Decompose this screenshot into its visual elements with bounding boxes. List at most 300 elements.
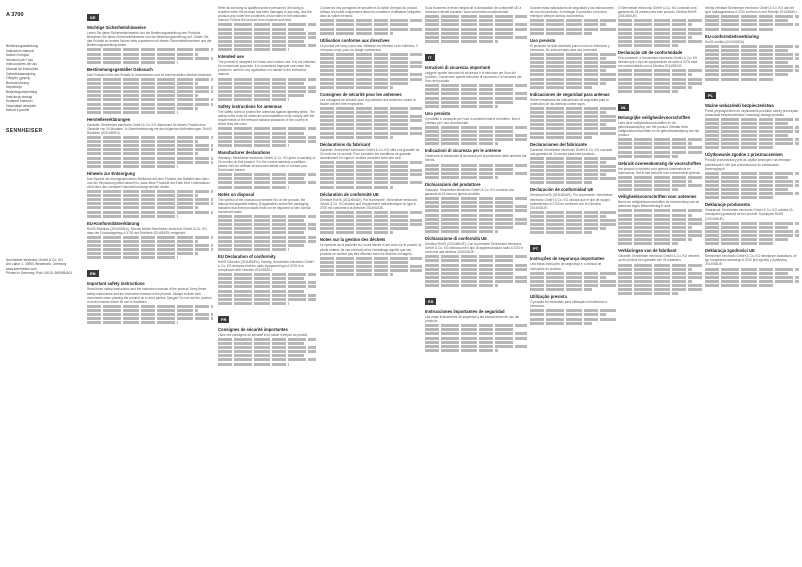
text-line — [218, 281, 316, 284]
text-line — [530, 276, 606, 279]
text-line — [425, 126, 527, 129]
section-body: Hierbij verklaart Sennheiser electronic GmbH & Co. KG dat het type radioapparatuur A 3700 conform is met Richtlijn 2014/53/EU. — [705, 6, 798, 15]
section-body: Warranty: Sennheiser electronic GmbH & Co. KG gives a warranty of 24 months on this product. For the current warranty conditions, please visit our website at www.sennheiser.com or contact your Sennheiser partner. — [218, 155, 316, 173]
manual-title: Bruksanvisning — [6, 80, 29, 85]
section-body: Gwarancja: Sennheiser electronic GmbH & Co. KG udziela 24-miesięcznej gwarancji na ten produkt. Dyrektywa RoHS (2011/65/UE). — [705, 208, 794, 221]
text-line — [530, 53, 616, 56]
text-line — [425, 218, 527, 221]
text-line — [218, 342, 304, 345]
text-line — [530, 173, 606, 176]
text-line — [218, 186, 289, 189]
text-line — [218, 90, 316, 93]
text-line — [705, 230, 799, 233]
text-line — [530, 132, 616, 135]
text-line — [218, 40, 304, 43]
section-heading: Déclaration de conformité UE — [320, 191, 379, 197]
text-line — [530, 86, 592, 89]
text-line — [530, 223, 616, 226]
text-line — [705, 280, 799, 283]
text-line — [618, 44, 678, 47]
section-heading: Ważne wskazówki bezpieczeństwa — [705, 102, 774, 108]
text-line — [218, 82, 304, 85]
text-line — [618, 78, 702, 81]
text-line — [618, 180, 692, 183]
text-line — [320, 265, 422, 268]
text-line — [705, 49, 788, 52]
text-line — [87, 165, 178, 168]
text-line — [618, 209, 702, 212]
text-line — [618, 142, 692, 145]
text-section — [705, 6, 799, 31]
text-line — [320, 86, 393, 89]
section-body: Osservare le indicazioni di sicurezza per la protezione delle antenne dai fulmini. — [425, 154, 527, 163]
text-section — [425, 236, 527, 287]
text-line — [425, 268, 527, 271]
text-column-4 — [425, 6, 527, 561]
text-section — [87, 221, 213, 260]
section-body: Deben respetarse las indicaciones de seguridad para la protección de las antenas contra rayos. — [530, 97, 609, 106]
text-line — [705, 126, 799, 129]
text-line — [530, 78, 616, 81]
text-line — [705, 69, 799, 72]
text-line — [530, 177, 616, 180]
text-line — [320, 69, 410, 72]
text-line — [530, 115, 616, 118]
text-line — [530, 165, 616, 168]
text-line — [320, 269, 422, 272]
text-line — [425, 259, 515, 262]
section-body: RoHS Directive (2011/65/EU). Hereby, Sennheiser electronic GmbH & Co. KG declares that the radio equipment type A 3700 is in compliance with Directive 2014/53/EU. — [218, 259, 314, 272]
text-line — [618, 73, 692, 76]
text-section — [218, 104, 316, 147]
text-line — [705, 61, 788, 64]
text-line — [425, 176, 498, 179]
text-line — [530, 23, 606, 26]
text-column-1 — [87, 6, 213, 561]
text-section — [218, 6, 316, 51]
text-line — [618, 151, 702, 154]
text-line — [425, 201, 515, 204]
text-line — [618, 222, 702, 225]
section-heading: Important safety instructions — [87, 281, 145, 287]
text-line — [87, 236, 213, 239]
text-section — [320, 38, 422, 89]
text-line — [218, 358, 316, 361]
text-line — [320, 211, 422, 214]
section-body: Przed przystąpieniem do użytkowania produktu należy przeczytać wskazówki bezpieczeństwa i instrukcję obsługi produktu. — [705, 108, 799, 117]
text-line — [705, 196, 773, 199]
text-line — [320, 177, 410, 180]
section-body: Il prodotto è concepito per l'uso in ambienti interni ed esterni. Non è previsto per l'uso commerciale. — [425, 116, 521, 125]
text-line — [218, 223, 316, 226]
section-heading: Declaración de conformidad UE — [530, 187, 594, 193]
section-body: Das Symbol der durchgestrichenen Mülltonne auf dem Produkt, der Batterie/dem Akku und der Verpackung weist darauf hin, dass diese Produkte am Ende ihrer Lebensdauer nicht über den normalen Hausmüll entsorgt werden dürfen. — [87, 176, 210, 189]
section-body: Het product is bedoeld voor gebruik binnenshuis en buitenshuis. Het is niet bedoeld voor commercieel gebruik. — [618, 166, 701, 175]
text-section — [218, 192, 316, 251]
text-line — [87, 248, 213, 251]
text-line — [87, 98, 213, 101]
text-column-3 — [320, 6, 422, 561]
section-heading: EU-conformiteitsverklaring — [705, 33, 759, 39]
text-line — [218, 94, 304, 97]
text-line — [425, 337, 527, 340]
section-heading: Uso previsto — [530, 37, 556, 43]
text-line — [218, 302, 289, 305]
text-line — [705, 138, 799, 141]
text-section — [425, 290, 527, 352]
section-body: Directive RoHS (2011/65/UE). Par la présente, Sennheiser electronic GmbH & Co. KG déclare que l'équipement radioélectrique du type A 3700 est conforme à la directive 2014/53/UE. — [320, 197, 418, 210]
text-line — [320, 136, 393, 139]
text-line — [320, 127, 422, 130]
language-badge: PT — [530, 245, 541, 252]
section-body: Lees deze veiligheidsvoorschriften en de gebruiksaanwijzing van het product. Bewaar deze veiligheidsvoorschriften en de gebruiksaanwijzing van het product. — [618, 120, 700, 138]
text-line — [618, 36, 692, 39]
section-body: Lesen Sie diese Sicherheitshinweise und die Bedienungsanleitung des Produkts. Bewahren Sie diese Sicherheitshinweise und die Bedienungsanleitung auf. Geben Sie das Produkt an andere Nutzer stets zusammen mit diesen Sicherheitshinweisen und der Bedienungsanleitung weiter. — [87, 31, 212, 48]
text-line — [320, 215, 410, 218]
text-line — [87, 82, 198, 85]
text-line — [218, 290, 304, 293]
text-line — [425, 255, 527, 258]
manual-title: Betjeningsvejledning — [6, 89, 38, 94]
section-heading: Wichtige Sicherheitshinweise — [87, 25, 146, 30]
text-line — [530, 65, 616, 68]
section-heading: Veiligheidsvoorschriften voor antennes — [618, 194, 697, 200]
section-body: Refer all servicing to qualified service personnel. Servicing is required when the product has been damaged in any way. Use the product only under the conditions of use listed in the instruction manual. Protect the product from moisture and heat. — [218, 6, 312, 23]
section-body: Les consignes de sécurité pour la protection des antennes contre la foudre doivent être respectées. — [320, 97, 416, 106]
text-line — [87, 305, 213, 308]
text-line — [618, 288, 702, 291]
text-section — [618, 50, 702, 93]
section-body: RoHS-richtlijn (2011/65/EU). — [705, 39, 745, 44]
text-line — [618, 276, 702, 279]
text-line — [705, 272, 788, 275]
text-line — [618, 86, 692, 89]
text-line — [705, 130, 799, 133]
text-section — [530, 92, 616, 139]
text-line — [705, 184, 799, 187]
text-line — [87, 103, 213, 106]
text-line — [320, 73, 422, 76]
text-line — [618, 230, 702, 233]
text-line — [87, 321, 178, 324]
text-line — [618, 188, 678, 191]
text-line — [618, 176, 702, 179]
text-line — [320, 82, 410, 85]
text-line — [425, 36, 527, 39]
section-body: O produto foi concebido para utilização em interiores e exteriores. — [530, 300, 608, 309]
text-line — [530, 322, 592, 325]
text-line — [705, 176, 788, 179]
text-line — [618, 218, 702, 221]
text-line — [218, 144, 289, 147]
text-line — [87, 313, 213, 316]
section-body: Pelo presente, a Sennheiser electronic GmbH & Co. KG declara que o tipo de equipamento de rádio A 3700 está em conformidade com a Diretiva 2014/53/UE. — [618, 55, 698, 69]
text-line — [87, 211, 213, 214]
text-line — [320, 78, 422, 81]
text-line — [320, 32, 393, 35]
text-line — [705, 276, 799, 279]
text-line — [425, 226, 515, 229]
text-line — [87, 252, 198, 255]
manual-title-list — [6, 44, 78, 113]
section-heading: Intended use — [218, 54, 244, 60]
text-line — [425, 272, 515, 275]
text-line — [87, 161, 213, 164]
text-line — [218, 36, 316, 39]
text-section — [425, 148, 527, 179]
section-body: Garantie: Sennheiser electronic GmbH & Co. KG verleent op dit product een garantie van 24 maanden. — [618, 254, 700, 263]
text-line — [320, 257, 422, 260]
text-section — [618, 248, 702, 295]
text-line — [425, 101, 515, 104]
text-line — [425, 168, 515, 171]
section-body: Direttiva RoHS (2011/65/UE). Con la presente Sennheiser electronic GmbH & Co. KG dichiara che il tipo di apparecchiatura radio A 3700 è conforme alla direttiva 2014/53/UE. — [425, 241, 524, 255]
text-line — [705, 222, 799, 225]
text-line — [425, 32, 515, 35]
text-line — [218, 127, 316, 130]
text-section — [425, 46, 527, 108]
text-line — [320, 223, 422, 226]
cover-sidebar — [0, 0, 83, 567]
section-body: Read these safety instructions and the instruction manual of the product. Keep these safety instructions and the instruction manual of the product. Always include both documents when passing the product on to third parties. Danger! Do not use the product in environments where its use is forbidden. — [87, 287, 212, 304]
text-line — [705, 188, 788, 191]
text-section — [530, 142, 616, 185]
text-line — [218, 354, 304, 357]
text-line — [705, 180, 799, 183]
section-heading: EU Declaration of conformity — [218, 253, 276, 259]
text-line — [218, 227, 316, 230]
text-line — [218, 231, 304, 234]
text-section — [618, 194, 702, 245]
text-line — [530, 161, 606, 164]
text-line — [530, 119, 616, 122]
text-line — [218, 285, 316, 288]
text-line — [425, 280, 527, 283]
text-line — [218, 240, 316, 243]
text-line — [425, 328, 515, 331]
text-line — [425, 264, 527, 267]
text-line — [705, 268, 799, 271]
text-line — [87, 194, 198, 197]
text-line — [705, 28, 773, 31]
section-heading: Notes sur la gestion des déchets — [320, 237, 386, 243]
text-line — [320, 165, 410, 168]
text-line — [87, 86, 213, 89]
text-section — [320, 6, 422, 35]
text-line — [530, 28, 616, 31]
text-line — [320, 123, 410, 126]
section-body: Vous trouverez le texte intégral de la déclaration de conformité UE à l'adresse internet suivante: www.sennheiser.com/download. — [425, 6, 522, 15]
section-body: Lisez ces consignes de sécurité et la notice d'emploi du produit. — [218, 332, 308, 337]
text-line — [218, 244, 304, 247]
text-column-6 — [618, 6, 702, 561]
text-line — [87, 111, 178, 114]
text-section — [618, 6, 702, 47]
text-line — [425, 276, 527, 279]
text-line — [425, 349, 498, 352]
text-line — [530, 227, 606, 230]
text-line — [425, 105, 498, 108]
text-line — [618, 82, 702, 85]
section-heading: Utilisation conforme aux directives — [320, 37, 390, 43]
text-line — [87, 157, 213, 160]
text-line — [530, 284, 616, 287]
text-line — [530, 57, 606, 60]
text-line — [320, 107, 422, 110]
text-line — [218, 32, 316, 35]
text-line — [705, 142, 799, 145]
text-line — [425, 15, 527, 18]
section-heading: Consignes de sécurité pour les antennes — [320, 91, 402, 97]
text-line — [218, 44, 316, 47]
text-line — [320, 273, 393, 276]
language-badge: IT — [425, 54, 435, 61]
section-heading: Istruzioni di sicurezza importanti — [425, 64, 491, 70]
text-line — [87, 215, 178, 218]
text-line — [425, 28, 527, 31]
text-section — [87, 171, 213, 218]
text-line — [425, 138, 527, 141]
text-line — [320, 181, 422, 184]
text-line — [87, 202, 213, 205]
text-line — [425, 209, 527, 212]
text-line — [320, 53, 422, 56]
section-body: Neem de veiligheidsvoorschriften ter bescherming van de antennes tegen blikseminslag in acht. — [618, 200, 700, 209]
manual-title: Notice d'emploi — [6, 53, 30, 58]
text-line — [87, 78, 213, 81]
text-line — [87, 61, 178, 64]
brand-logo: SENNHEISER — [6, 128, 43, 134]
text-section — [87, 117, 213, 168]
text-line — [87, 57, 213, 60]
section-body: The safety notes to protect the antennas against lightning strike. The safety notes must be observed and installation must comply with the requirements of the relevant national standards of the country in which they are used. — [218, 109, 315, 127]
text-section — [425, 182, 527, 233]
text-line — [425, 197, 527, 200]
text-line — [218, 78, 316, 81]
manual-title: Οδηγίες χρήσης — [6, 76, 31, 81]
text-line — [618, 69, 702, 72]
language-badge: NL — [618, 104, 629, 111]
section-body: The symbol of the crossed-out wheelie bin on the product, the battery/rechargeable battery (if applicable) and/or the packaging indicates that these products must not be disposed of with normal household waste. — [218, 197, 311, 214]
text-line — [705, 19, 788, 22]
text-line — [618, 284, 702, 287]
text-line — [218, 86, 316, 89]
text-line — [618, 155, 678, 158]
text-line — [530, 211, 616, 214]
text-line — [320, 132, 422, 135]
text-line — [87, 148, 213, 151]
text-line — [530, 313, 606, 316]
text-line — [618, 28, 702, 31]
text-line — [425, 324, 527, 327]
section-heading: Declaraciones del fabricante — [530, 141, 587, 147]
text-line — [705, 65, 799, 68]
text-line — [618, 146, 702, 149]
text-column-2 — [218, 6, 316, 561]
text-line — [618, 138, 702, 141]
text-line — [425, 142, 498, 145]
text-section — [425, 111, 527, 146]
text-section — [705, 202, 799, 245]
text-line — [705, 192, 799, 195]
section-heading: Gebruik overeenkomstig de voorschriften — [618, 160, 702, 166]
text-line — [530, 169, 616, 172]
text-line — [705, 45, 799, 48]
text-line — [705, 15, 799, 18]
text-line — [218, 248, 289, 251]
text-line — [320, 261, 410, 264]
section-heading: Indicaciones de seguridad para antenas — [530, 91, 610, 97]
text-line — [87, 309, 198, 312]
text-line — [530, 309, 616, 312]
text-line — [425, 97, 527, 100]
text-section — [705, 248, 799, 287]
text-line — [425, 222, 527, 225]
text-line — [425, 164, 527, 167]
text-line — [218, 28, 304, 31]
text-section — [320, 237, 422, 276]
manual-title: Instruction manual — [6, 48, 34, 53]
section-body: Le symbole de la poubelle sur roues barrée d'une croix sur le produit, la pile/la batterie (le cas échéant) et/ou l'emballage signifie que ces produits ne doivent pas être éliminés avec les déchets ménagers. — [320, 243, 422, 256]
text-line — [425, 92, 527, 95]
text-section — [618, 161, 702, 192]
text-section — [705, 152, 799, 199]
text-line — [705, 57, 799, 60]
section-heading: Consignes de sécurité importantes — [218, 326, 288, 332]
text-line — [425, 230, 498, 233]
text-line — [87, 144, 213, 147]
text-section — [320, 192, 422, 235]
text-line — [87, 107, 198, 110]
section-body: El producto ha sido diseñado para su uso en interiores y exteriores. No está previsto para uso comercial. — [530, 43, 610, 52]
text-line — [320, 161, 422, 164]
text-section — [87, 67, 213, 114]
text-line — [320, 231, 393, 234]
text-line — [425, 341, 515, 344]
text-line — [530, 181, 592, 184]
text-line — [618, 23, 692, 26]
text-line — [218, 346, 316, 349]
section-heading: Użytkowanie zgodne z przeznaczeniem — [705, 152, 783, 158]
text-line — [320, 57, 410, 60]
section-body: Le produit est conçu pour une utilisation en intérieur et en extérieur. Il n'est pas conçu pour un usage commercial. — [320, 43, 418, 52]
text-line — [705, 122, 788, 125]
section-body: Produkt przeznaczony jest do użytku wewnątrz i na zewnątrz pomieszczeń. Nie jest przeznaczony do zastosowań komercyjnych. — [705, 158, 791, 171]
text-line — [425, 23, 527, 26]
text-section — [320, 142, 422, 189]
text-line — [530, 69, 606, 72]
text-line — [87, 152, 198, 155]
text-line — [705, 234, 799, 237]
section-heading: Belangrijke veiligheidsvoorschriften — [618, 114, 691, 120]
address-line: Am Labor 1, 30900 Wedemark, Germany — [6, 262, 67, 267]
section-heading: Hinweis zur Entsorgung — [87, 170, 135, 176]
text-line — [618, 184, 702, 187]
text-line — [87, 94, 198, 97]
section-heading: Déclarations du fabricant — [320, 141, 371, 147]
text-section — [530, 237, 616, 291]
text-line — [320, 119, 422, 122]
manufacturer-address — [6, 258, 82, 275]
address-line: Printed in Germany, Publ. 06/15, 560995/A01 — [6, 270, 73, 275]
text-line — [218, 23, 316, 26]
text-line — [87, 190, 213, 193]
section-heading: Safety instructions for antennas — [218, 103, 282, 109]
text-section — [530, 6, 616, 35]
text-line — [87, 53, 198, 56]
text-line — [705, 284, 773, 287]
text-line — [320, 61, 422, 64]
